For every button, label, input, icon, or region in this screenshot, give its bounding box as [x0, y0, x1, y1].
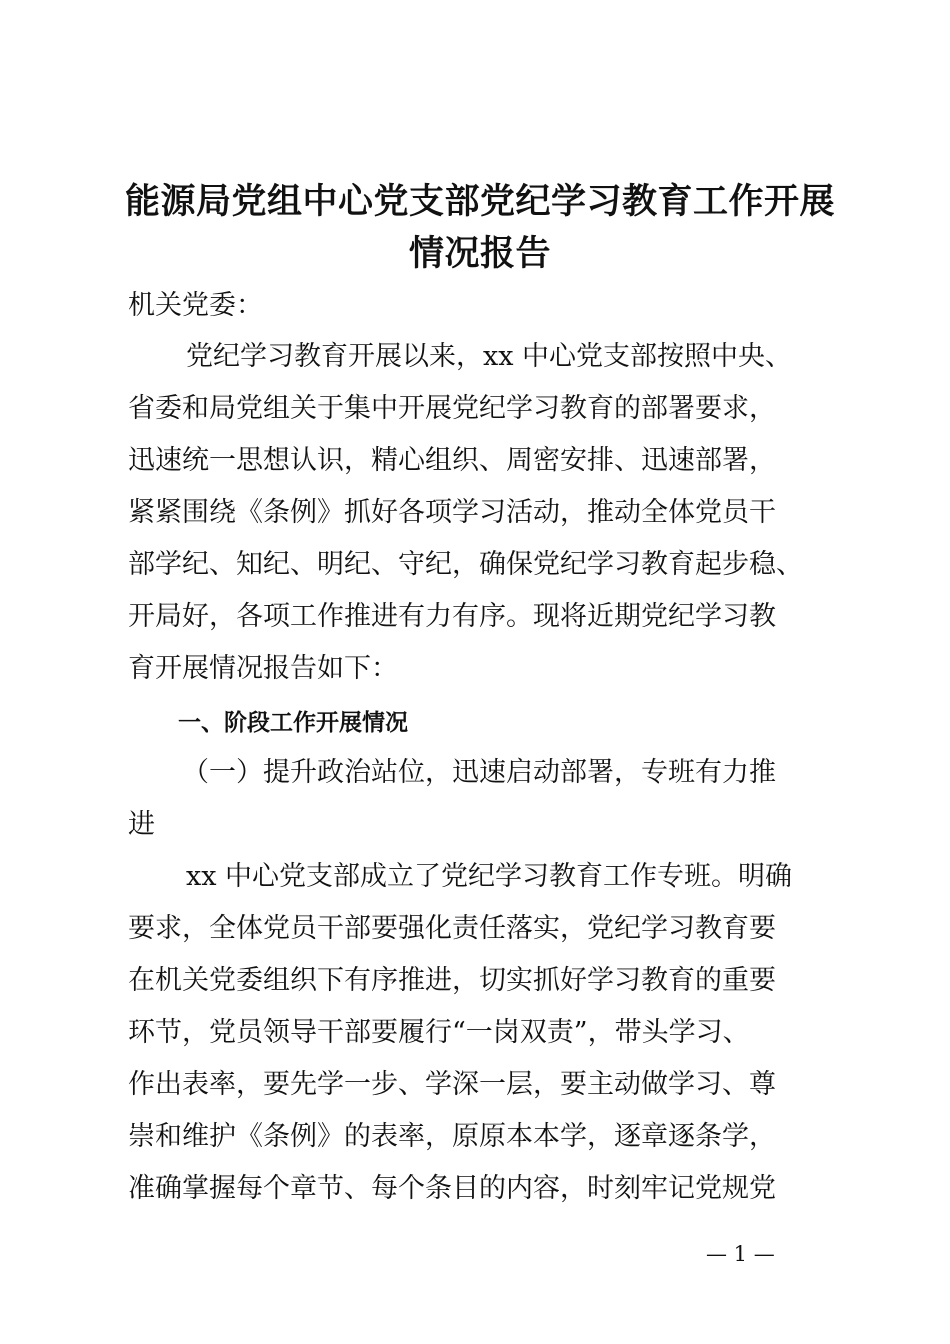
intro-line: 党纪学习教育开展以来，xx 中心党支部按照中央、: [186, 341, 793, 372]
body-line: 在机关党委组织下有序推进，切实抓好学习教育的重要: [128, 965, 776, 996]
intro-line: 迅速统一思想认识，精心组织、周密安排、迅速部署，: [128, 445, 776, 476]
subsection-heading-line: （一）提升政治站位，迅速启动部署，专班有力推: [182, 757, 776, 788]
document-title: [100, 176, 860, 280]
salutation: 机关党委：: [128, 290, 263, 321]
body-line: 崇和维护《条例》的表率，原原本本学，逐章逐条学，: [128, 1121, 776, 1152]
intro-line: 育开展情况报告如下：: [128, 653, 398, 684]
section-heading: 一、阶段工作开展情况: [178, 709, 408, 736]
subsection-heading-line: 进: [128, 809, 155, 840]
intro-line: 省委和局党组关于集中开展党纪学习教育的部署要求，: [128, 393, 776, 424]
title-line-2: 情况报告: [408, 233, 551, 274]
page-number: — 1 —: [706, 1242, 775, 1266]
body-line: xx 中心党支部成立了党纪学习教育工作专班。明确: [186, 861, 793, 892]
intro-line: 紧紧围绕《条例》抓好各项学习活动，推动全体党员干: [128, 497, 776, 528]
body-line: 环节，党员领导干部要履行“一岗双责”，带头学习、: [128, 1017, 750, 1048]
body-line: 要求，全体党员干部要强化责任落实，党纪学习教育要: [128, 913, 776, 944]
title-line-1: 能源局党组中心党支部党纪学习教育工作开展: [124, 181, 835, 222]
body-line: 准确掌握每个章节、每个条目的内容，时刻牢记党规党: [128, 1173, 776, 1204]
intro-line: 开局好，各项工作推进有力有序。现将近期党纪学习教: [128, 601, 776, 632]
intro-line: 部学纪、知纪、明纪、守纪，确保党纪学习教育起步稳、: [128, 549, 803, 580]
body-line: 作出表率，要先学一步、学深一层，要主动做学习、尊: [128, 1069, 776, 1100]
